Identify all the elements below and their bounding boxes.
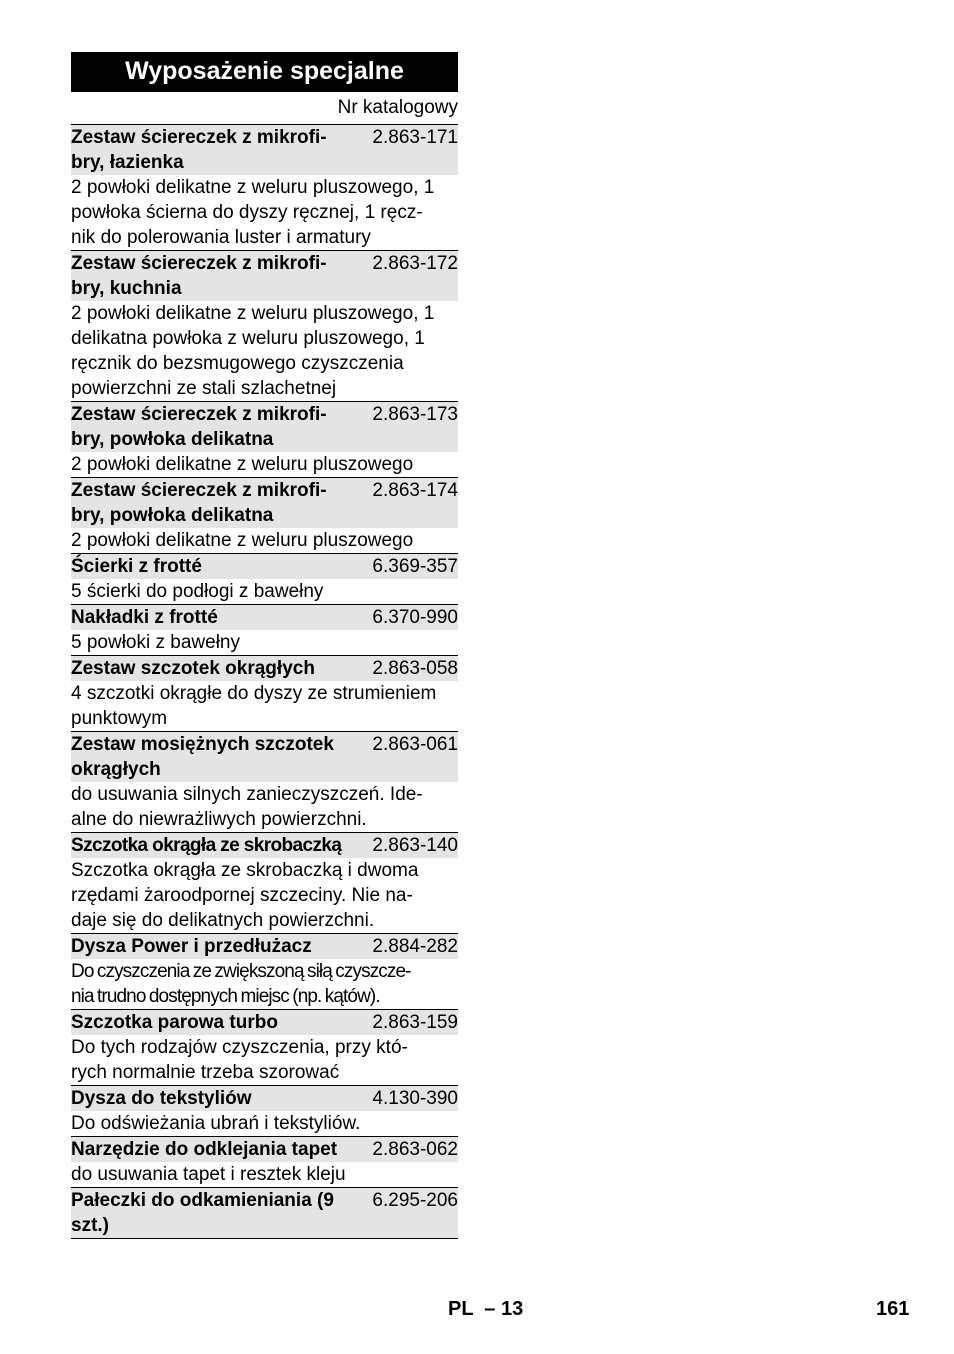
item-description: 2 powłoki delikatne z weluru pluszowego, 1 delikatna powłoka z weluru pluszowego, 1 ręcznik do bezsmugowego czyszczenia powierzchni ze stali szlachetnej xyxy=(71,303,435,399)
item-header xyxy=(71,251,458,301)
item-number: 2.863-174 xyxy=(372,480,458,501)
list-item xyxy=(71,250,458,401)
list-item xyxy=(71,731,458,832)
page-number: 161 xyxy=(876,1298,910,1320)
item-name: Szczotka parowa turbo xyxy=(71,1012,278,1033)
item-header xyxy=(71,605,458,630)
item-number: 4.130-390 xyxy=(372,1088,458,1109)
accessory-list xyxy=(71,124,458,1239)
item-number: 6.295-206 xyxy=(372,1190,458,1211)
list-item xyxy=(71,1085,458,1136)
list-item xyxy=(71,1187,458,1238)
catalog-number-header: Nr katalogowy xyxy=(337,97,458,118)
item-header xyxy=(71,554,458,579)
item-name: Narzędzie do odklejania tapet xyxy=(71,1139,338,1160)
item-name: Zestaw ściereczek z mikrofi- bry, łazienka xyxy=(71,127,327,173)
item-header xyxy=(71,478,458,528)
footer-section-label: PL – 13 xyxy=(448,1298,524,1320)
item-header xyxy=(71,1010,458,1035)
item-description: 2 powłoki delikatne z weluru pluszowego xyxy=(71,530,414,551)
item-header xyxy=(71,833,458,858)
item-number: 2.863-062 xyxy=(372,1139,458,1160)
item-description: Szczotka okrągła ze skrobaczką i dwoma rzędami żaroodpornej szczeciny. Nie na- daje się do delikatnych powierzchni. xyxy=(71,860,419,931)
item-name: Dysza do tekstyliów xyxy=(71,1088,252,1109)
list-item xyxy=(71,604,458,655)
item-header xyxy=(71,656,458,681)
item-name: Zestaw ściereczek z mikrofi- bry, powłoka delikatna xyxy=(71,404,327,450)
list-item xyxy=(71,124,458,250)
item-description: 5 powłoki z bawełny xyxy=(71,632,240,653)
item-description: do usuwania tapet i resztek kleju xyxy=(71,1164,346,1185)
item-name: Szczotka okrągła ze skrobaczką xyxy=(71,835,342,856)
item-header xyxy=(71,125,458,175)
item-number: 2.863-140 xyxy=(372,835,458,856)
item-name: Zestaw ściereczek z mikrofi- bry, kuchnia xyxy=(71,253,327,299)
item-name: Zestaw szczotek okrągłych xyxy=(71,658,315,679)
item-name: Pałeczki do odkamieniania (9 szt.) xyxy=(71,1190,334,1236)
item-number: 2.863-061 xyxy=(372,734,458,755)
item-description: 2 powłoki delikatne z weluru pluszowego, 1 powłoka ścierna do dyszy ręcznej, 1 ręcz- nik do polerowania luster i armatury xyxy=(71,177,435,248)
item-description: 4 szczotki okrągłe do dyszy ze strumieniem punktowym xyxy=(71,683,437,729)
list-item xyxy=(71,832,458,933)
item-header xyxy=(71,934,458,959)
item-number: 2.863-172 xyxy=(372,253,458,274)
item-header xyxy=(71,402,458,452)
item-number: 2.863-159 xyxy=(372,1012,458,1033)
item-description: Do odświeżania ubrań i tekstyliów. xyxy=(71,1113,361,1134)
item-name: Ścierki z frotté xyxy=(71,556,202,577)
item-header xyxy=(71,1188,458,1238)
list-item xyxy=(71,1009,458,1085)
item-name: Zestaw ściereczek z mikrofi- bry, powłoka delikatna xyxy=(71,480,327,526)
list-item xyxy=(71,1136,458,1187)
item-header xyxy=(71,732,458,782)
item-number: 2.863-173 xyxy=(372,404,458,425)
item-header xyxy=(71,1137,458,1162)
list-item xyxy=(71,477,458,553)
item-description: 2 powłoki delikatne z weluru pluszowego xyxy=(71,454,414,475)
item-number: 2.863-171 xyxy=(372,127,458,148)
item-description: 5 ścierki do podłogi z bawełny xyxy=(71,581,324,602)
item-number: 2.863-058 xyxy=(372,658,458,679)
list-item xyxy=(71,655,458,731)
item-name: Zestaw mosiężnych szczotek okrągłych xyxy=(71,734,334,780)
item-number: 2.884-282 xyxy=(372,936,458,957)
list-item xyxy=(71,933,458,1009)
list-item xyxy=(71,553,458,604)
item-number: 6.370-990 xyxy=(372,607,458,628)
item-header xyxy=(71,1086,458,1111)
list-item xyxy=(71,401,458,477)
item-description: do usuwania silnych zanieczyszczeń. Ide- alne do niewrażliwych powierzchni. xyxy=(71,784,423,830)
item-description: Do czyszczenia ze zwiększoną siłą czyszcze- nia trudno dostępnych miejsc (np. kątów). xyxy=(71,961,411,1007)
section-title: Wyposażenie specjalne xyxy=(71,52,458,92)
item-number: 6.369-357 xyxy=(372,556,458,577)
item-name: Dysza Power i przedłużacz xyxy=(71,936,312,957)
item-description: Do tych rodzajów czyszczenia, przy któ- rych normalnie trzeba szorować xyxy=(71,1037,408,1083)
item-name: Nakładki z frotté xyxy=(71,607,218,628)
